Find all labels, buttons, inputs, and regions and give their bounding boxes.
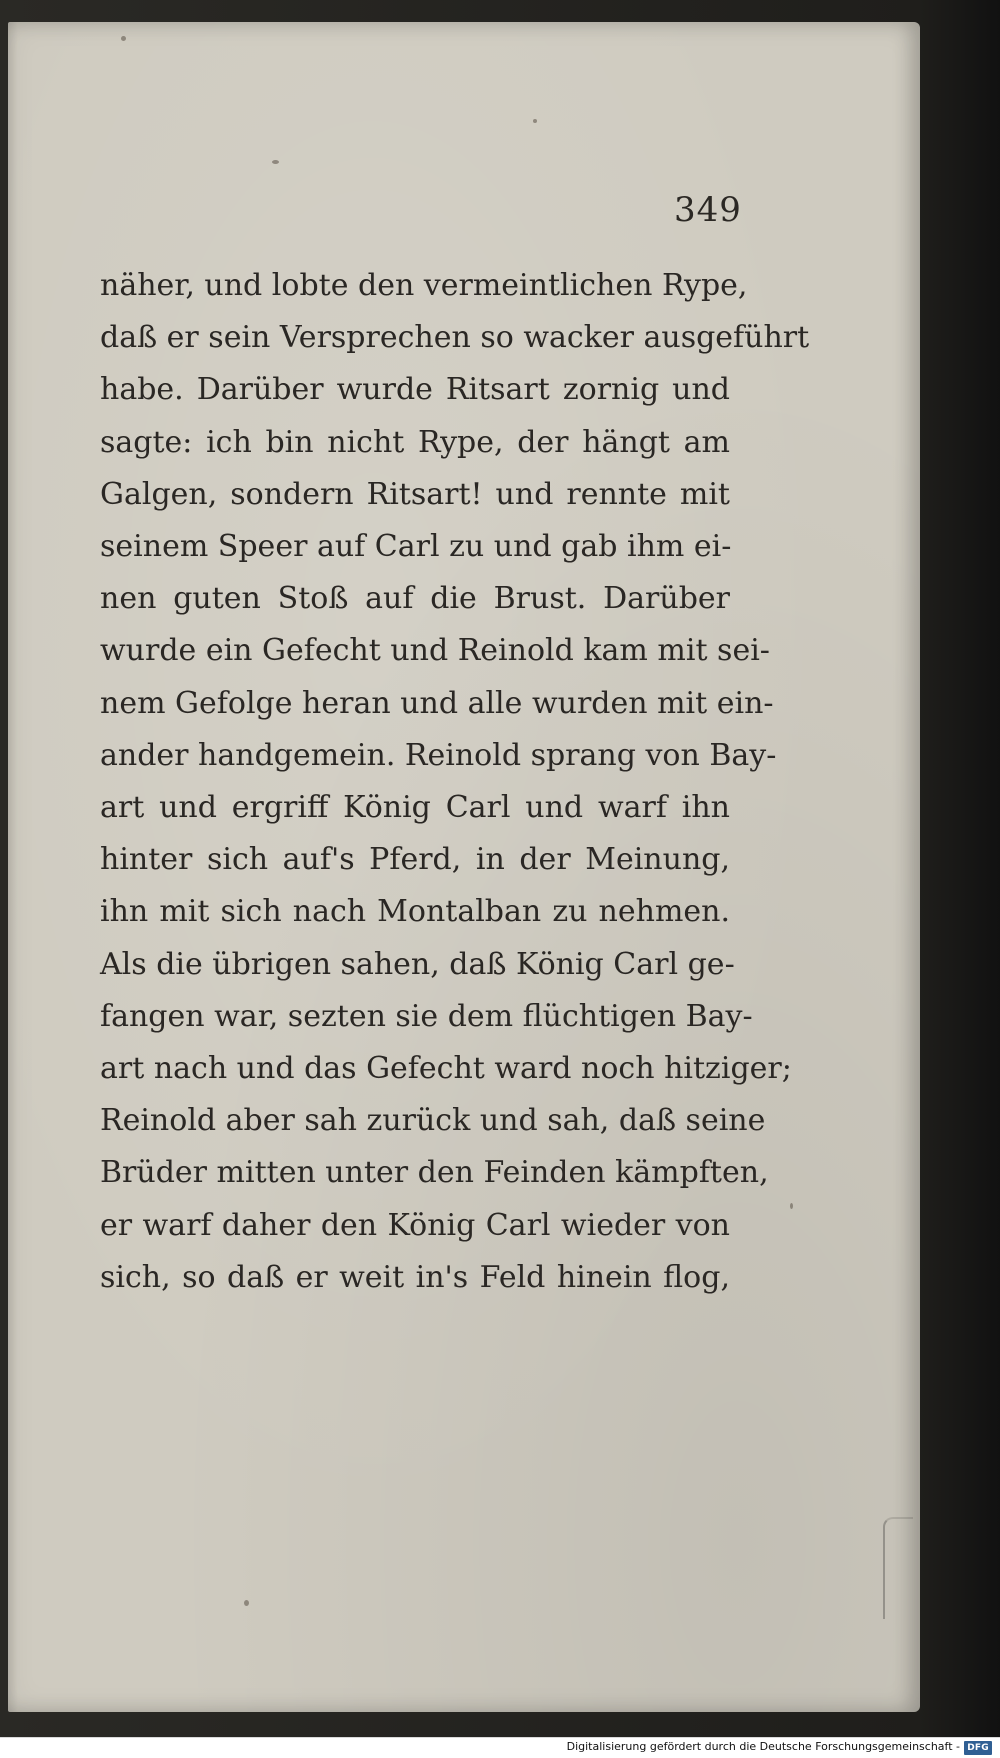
text-line: nen guten Stoß auf die Brust. Darüber (100, 581, 730, 617)
paper-speck (533, 119, 537, 123)
text-line: habe. Darüber wurde Ritsart zornig und (100, 372, 730, 408)
text-line: fangen war, sezten sie dem flüchtigen Bay- (100, 998, 753, 1034)
body-text (100, 260, 810, 1304)
text-line: art nach und das Gefecht ward noch hitziger; (100, 1051, 792, 1087)
paper-speck (244, 1600, 249, 1606)
paper-speck (790, 1203, 793, 1209)
dfg-logo: DFG (964, 1741, 992, 1755)
text-line: art und ergriff König Carl und warf ihn (100, 790, 730, 826)
paper-speck (272, 160, 279, 164)
text-line: sich, so daß er weit in's Feld hinein flog, (100, 1259, 730, 1295)
funding-credit: Digitalisierung gefördert durch die Deutsche Forschungsgemeinschaft - (566, 1740, 960, 1753)
page-gutter-shadow (8, 22, 18, 1712)
text-line: Als die übrigen sahen, daß König Carl ge- (100, 946, 735, 982)
text-line: ihn mit sich nach Montalban zu nehmen. (100, 894, 730, 930)
text-line: Reinold aber sah zurück und sah, daß seine (100, 1103, 766, 1139)
book-page (8, 22, 920, 1712)
text-line: sagte: ich bin nicht Rype, der hängt am (100, 424, 730, 460)
text-line: seinem Speer auf Carl zu und gab ihm ei- (100, 529, 732, 565)
text-line: Brüder mitten unter den Feinden kämpften, (100, 1155, 769, 1191)
page-corner-fold (883, 1517, 913, 1619)
text-line: er warf daher den König Carl wieder von (100, 1207, 730, 1243)
paper-speck (121, 36, 126, 41)
text-line: wurde ein Gefecht und Reinold kam mit sei- (100, 633, 770, 669)
text-line: näher, und lobte den vermeintlichen Rype, (100, 268, 748, 303)
digitization-footer (0, 1737, 1000, 1758)
text-line: daß er sein Versprechen so wacker ausgeführt (100, 320, 810, 356)
page-number: 349 (674, 190, 742, 230)
text-line: nem Gefolge heran und alle wurden mit ein- (100, 685, 774, 721)
text-line: hinter sich auf's Pferd, in der Meinung, (100, 842, 730, 878)
text-line: Galgen, sondern Ritsart! und rennte mit (100, 476, 730, 512)
text-line: ander handgemein. Reinold sprang von Bay- (100, 737, 777, 773)
